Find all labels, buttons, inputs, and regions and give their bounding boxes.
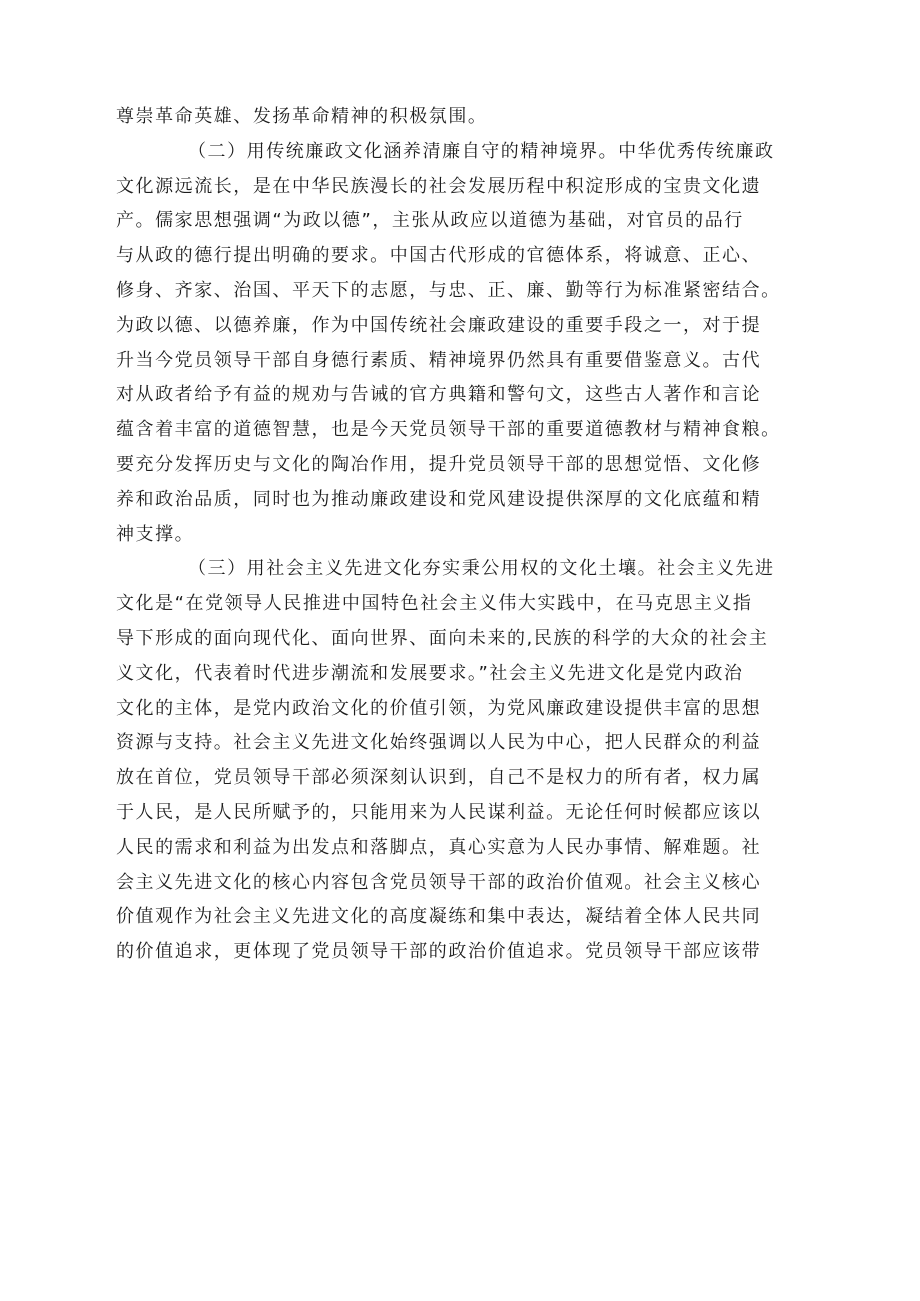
text-line: 养和政治品质，同时也为推动廉政建设和党风建设提供深厚的文化底蕴和精 — [116, 488, 762, 510]
text-line: 对从政者给予有益的规劝与告诫的官方典籍和警句文，这些古人著作和言论 — [116, 384, 762, 406]
text-line: 蕴含着丰富的道德智慧，也是今天党员领导干部的重要道德教材与精神食粮。 — [116, 419, 781, 441]
document-body — [116, 100, 826, 970]
paragraph-socialist-culture — [116, 552, 826, 970]
text-line: 的价值追求，更体现了党员领导干部的政治价值追求。党员领导干部应该带 — [116, 941, 762, 963]
text-line: 尊崇革命英雄、发扬革命精神的积极氛围。 — [116, 106, 488, 127]
text-line: 义文化，代表着时代进步潮流和发展要求。”社会主义先进文化是党内政治 — [116, 662, 744, 684]
text-line: 人民的需求和利益为出发点和落脚点，真心实意为人民办事情、解难题。社 — [116, 836, 762, 858]
paragraph-traditional-culture — [116, 135, 826, 553]
text-line: 文化的主体，是党内政治文化的价值引领，为党风廉政建设提供丰富的思想 — [116, 697, 762, 719]
text-line: 会主义先进文化的核心内容包含党员领导干部的政治价值观。社会主义核心 — [116, 871, 762, 893]
text-line: 于人民，是人民所赋予的，只能用来为人民谋利益。无论任何时候都应该以 — [116, 801, 762, 823]
text-line: 放在首位，党员领导干部必须深刻认识到，自己不是权力的所有者，权力属 — [116, 767, 762, 789]
text-line: 文化是“在党领导人民推进中国特色社会主义伟大实践中，在马克思主义指 — [116, 593, 753, 615]
text-line: 升当今党员领导干部自身德行素质、精神境界仍然具有重要借鉴意义。古代 — [116, 349, 762, 371]
text-line: 价值观作为社会主义先进文化的高度凝练和集中表达，凝结着全体人民共同 — [116, 906, 762, 928]
text-line: 神支撑。 — [116, 523, 195, 545]
text-line: 与从政的德行提出明确的要求。中国古代形成的官德体系，将诚意、正心、 — [116, 245, 762, 267]
paragraph-continuation — [116, 100, 826, 135]
text-line: 修身、齐家、治国、平天下的志愿，与忠、正、廉、勤等行为标准紧密结合。 — [116, 279, 781, 301]
paragraph-heading-line: （三）用社会主义先进文化夯实秉公用权的文化土壤。社会主义先进 — [188, 558, 775, 580]
text-line: 资源与支持。社会主义先进文化始终强调以人民为中心，把人民群众的利益 — [116, 732, 762, 754]
paragraph-heading-line: （二）用传统廉政文化涵养清廉自守的精神境界。中华优秀传统廉政 — [188, 140, 775, 162]
text-line: 产。儒家思想强调“为政以德”，主张从政应以道德为基础，对官员的品行 — [116, 210, 744, 232]
text-line: 要充分发挥历史与文化的陶冶作用，提升党员领导干部的思想觉悟、文化修 — [116, 453, 762, 475]
text-line: 导下形成的面向现代化、面向世界、面向未来的,民族的科学的大众的社会主 — [116, 627, 769, 649]
text-line: 文化源远流长，是在中华民族漫长的社会发展历程中积淀形成的宝贵文化遗 — [116, 175, 762, 197]
text-line: 为政以德、以德养廉，作为中国传统社会廉政建设的重要手段之一，对于提 — [116, 314, 762, 336]
